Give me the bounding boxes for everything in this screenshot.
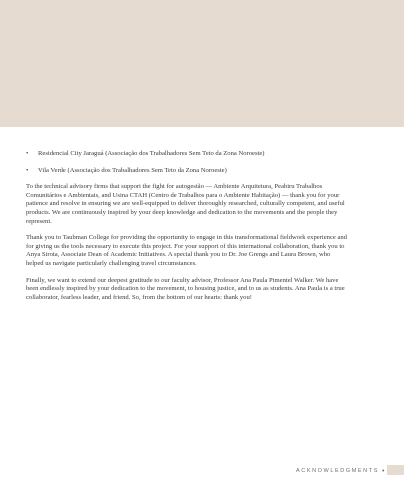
list-item-text: Vila Verde (Associação dos Trabalhadores Sem Teto da Zona Noroeste) — [38, 166, 227, 174]
list-item — [26, 150, 348, 159]
list-item-text: Residencial City Jaraguá (Associação dos Trabalhadores Sem Teto da Zona Noroeste) — [38, 150, 265, 157]
list-item — [26, 167, 348, 176]
footer-separator: • — [381, 467, 387, 475]
organization-list — [26, 150, 348, 175]
paragraph-faculty-advisor: Finally, we want to extend our deepest gratitude to our faculty advisor, Professor Ana Paula Pimentel Walker. We have been endlessly inspired by your dedication to the movement, to housing justice, and to us as students. Ana Paula is a true collaborator, fearless leader, and friend. So, from the bottom of our hearts: thank you! — [26, 276, 345, 301]
footer-color-tab — [387, 465, 404, 475]
footer-section-title: ACKNOWLEDGMENTS — [296, 468, 379, 474]
bullet-icon: • — [26, 150, 29, 157]
paragraph-taubman-college: Thank you to Taubman College for providing the opportunity to engage in this transformational fieldwork experience and for giving us the tools necessary to execute this project. For your support of this international collaboration, thank you to Anya Sirota, Associate Dean of Academic Initiatives. A special thank you to Dr. Joe Grengs and Laura Brown, who helped us navigate particularly challenging travel circumstances. — [26, 234, 347, 267]
header-color-band — [0, 0, 404, 127]
bullet-icon: • — [26, 166, 29, 174]
page-footer — [296, 468, 393, 474]
acknowledgments-body — [26, 150, 348, 310]
paragraph-advisory-firms: To the technical advisory firms that support the fight for autogestão — Ambiente Arquitetura, Peabiru Trabalhos Comunitários e Ambientais, and Usina CTAH (Centro de Trabalhos para o Ambiente Habitação) — thank you for your patience and resolve in ensuring we are well-equipped to deliver thoroughly researched, culturally competent, and useful products. We are continuously inspired by your deep knowledge and dedication to the movements and the people they represent. — [26, 183, 345, 225]
